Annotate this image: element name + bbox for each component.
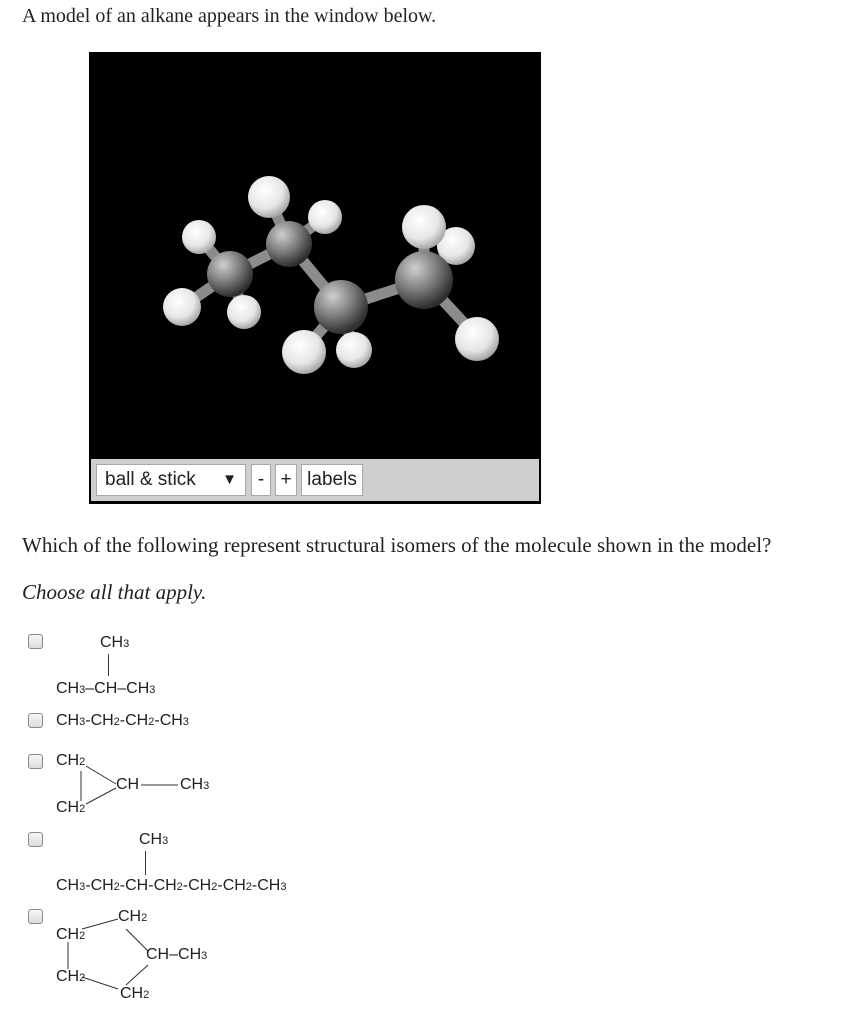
instruction-text: Choose all that apply. — [22, 580, 207, 604]
option-2-checkbox[interactable] — [28, 713, 43, 728]
option-4-checkbox[interactable] — [28, 832, 43, 847]
display-style-select[interactable] — [96, 464, 246, 496]
intro-text: A model of an alkane appears in the window below. — [22, 5, 437, 27]
option-5-checkbox[interactable] — [28, 909, 43, 924]
option-2-structure: CH3-CH2-CH2-CH3 — [56, 712, 189, 729]
labels-button[interactable]: labels — [301, 464, 363, 496]
dropdown-arrow-icon: ▼ — [222, 471, 237, 488]
molecule-model-scene[interactable] — [89, 52, 541, 457]
viewer-toolbar — [91, 459, 539, 501]
display-style-value: ball & stick — [105, 469, 196, 490]
option-3-checkbox[interactable] — [28, 754, 43, 769]
question-text: Which of the following represent structural isomers of the molecule shown in the model? — [22, 533, 772, 557]
molecule-viewer[interactable] — [89, 52, 541, 504]
zoom-in-button[interactable]: + — [275, 464, 297, 496]
molecule-atoms — [163, 176, 499, 374]
option-1-checkbox[interactable] — [28, 634, 43, 649]
zoom-out-button[interactable]: - — [251, 464, 271, 496]
